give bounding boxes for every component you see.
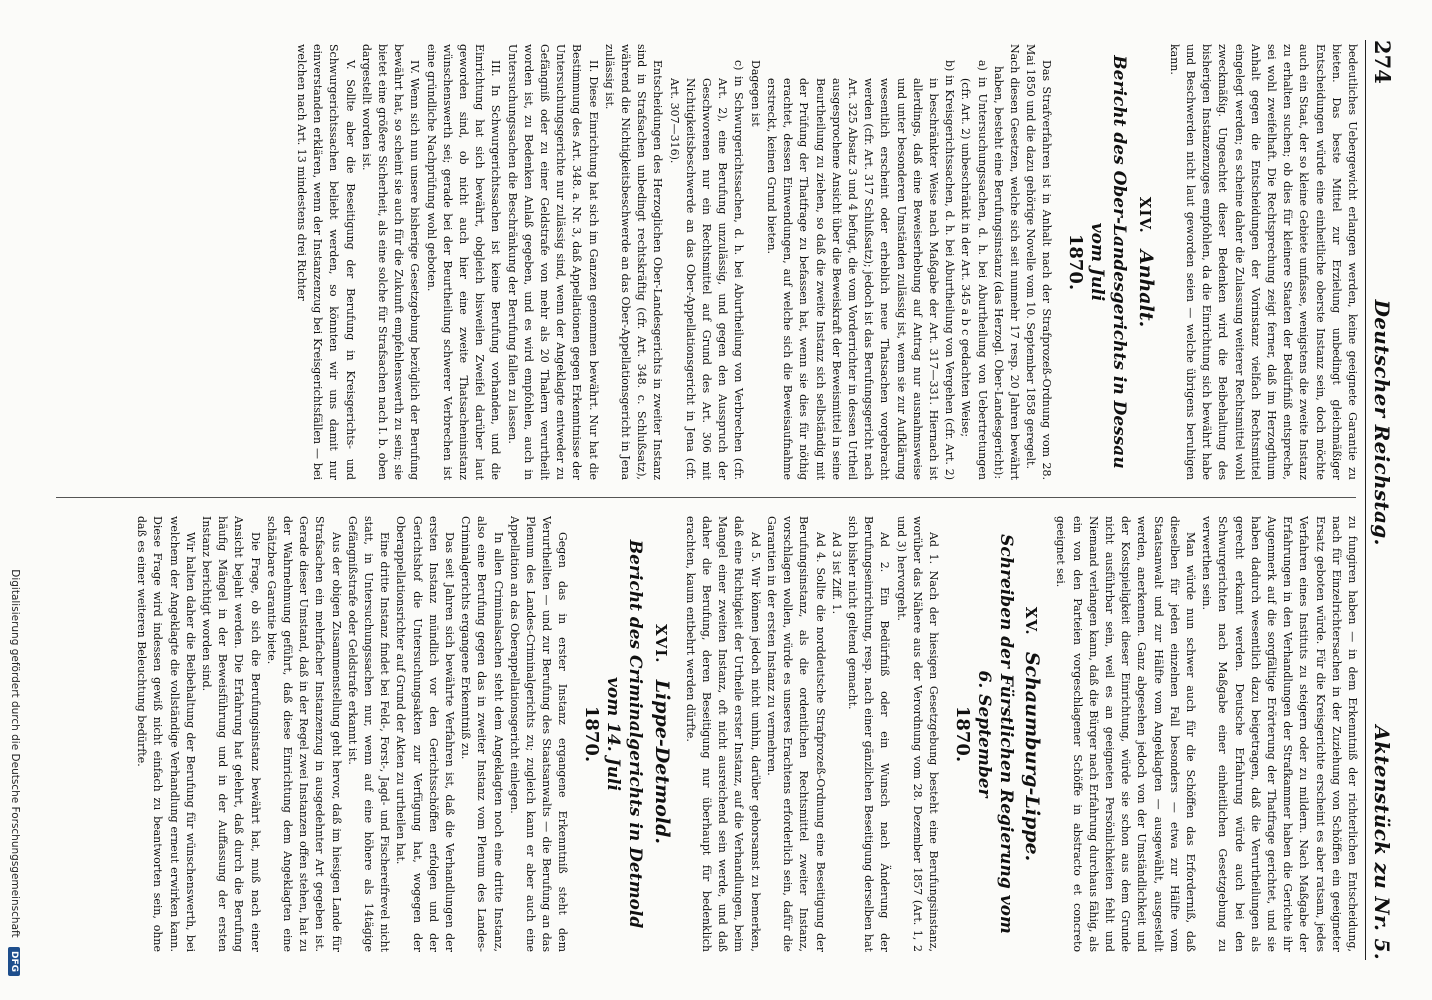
section-title-xvi: [580, 524, 646, 944]
ad-item-1: Ad 1. Nach der hiesigen Gesetzgebung besteht eine Berufungsinstanz, worüber das Nähere aus der Verordnung vom 28. Dezember 1857 (Art. 1, 2 und 3) hervorgeht.: [894, 516, 940, 952]
paragraph: Aus der obigen Zusammenstellung geht hervor, daß im hiesigen Lande für Strafsachen ein mehrfacher Instanzenzug in ausgedehnter Art gegeben ist. Gerade dieser Umstand, daß in der Regel zwei Instanzen offen stehen, hat zu der Wahrnehmung geführt, daß diese Einrichtung dem Angeklagten eine schätzbare Garantie biete.: [264, 516, 343, 952]
section-number: XVI.: [651, 623, 670, 664]
section-title-text: Bericht des Ober-Landesgerichts in Dessau vom Juli: [1087, 55, 1130, 469]
paragraph: In allen Criminalsachen steht dem Angeklagten noch eine dritte Instanz, also eine Berufung gegen das in zweiter Instanz vom Plenum des Landes-Criminalgerichts ergangene Erkenntniß zu.: [459, 516, 505, 952]
digitization-credit: [8, 0, 21, 1000]
list-item-a: a) in Untersuchungssachen, d. h. bei Aburtheilung von Uebertretungen (cfr. Art. 2) unbeschränkt in der Art. 345 a b c gedachten Weise;: [959, 60, 989, 480]
paragraph: Wir halten daher die Beibehaltung der Berufung für wünschenswerth, bei welchem der Angeklagte die vollständige Verhandlung erneut erwirken kann. Diese Frage wird indessen gewiß nicht einfach zu beantworten sein, ohne daß es einer weiteren Beleuchtung bedürfte.: [135, 516, 197, 952]
section-name: Lippe-Detmold.: [650, 679, 673, 845]
paragraph: Gegen das in erster Instanz ergangene Erkenntniß steht dem Verurtheilten — und zur Berufung des Staatsanwalts — die Berufung an das Plenum des Landes-Criminalgerichts zu; zugleich kann er aber auch eine Appellation an das Oberappellationsgericht einlegen.: [507, 516, 570, 952]
list-item-iv: IV. Wenn sich nun unsere bisherige Gesetzgebung bezüglich der Berufung bewährt hat, so scheint sie auch für die Zukunft empfehlenswerth zu sein; sie bietet eine größere Sicherheit, als eine solche für Strafsachen nach I. b. oben dargestellt worden ist.: [359, 44, 422, 480]
section-heading-xvi: [650, 516, 673, 952]
section-heading-xv: [1021, 516, 1044, 952]
right-column: [30, 516, 1360, 952]
section-number: XV.: [1022, 606, 1041, 636]
intro-paragraph: bedeutliches Uebergewicht erlangen werden, keine geeignete Garantie zu bieten. Das beste Mittel zur Erzielung unbedingt gleichmäßiger Entscheidungen würde eine einheitliche oberste Instanz sein, doch möchte auch ein Staat, der so kleine Gebiete umfasse, wenigstens die zweite Instanz zu erhalten suchen; ob dies für kleinere Staaten der Bedürfniß entspreche, sei wohl zweifelhaft. Die Rechtsprechung zeigt ferner, daß im Herzogthum Anhalt gegen die Entscheidungen der Vorinstanz vielfach Rechtsmittel eingelegt werden; es scheine daher die Zulassung weiterer Rechtsmittel wohl zweckmäßig. Ungeachtet dieser Bedenken wird die Beibehaltung des bisherigen Instanzenzuges empfohlen, da die Einrichtung sich bewährt habe und Beschwerden nicht laut geworden seien — welche übrigens beruhigen kann.: [1167, 44, 1359, 480]
dfg-logo: DFG: [8, 947, 20, 976]
paragraph: zu fungiren haben — in dem Erkenntniß der richterlichen Entscheidung, nach für Einzelrichtersachen in der Zuziehung von Schöffen ein geeigneter Ersatz geboten würde. Für die Kreisgerichte erscheint es aber ratsam, jedes Verfahren eines Instituts zu steigern oder zu mildern. Nach Maßgabe der Erfahrungen in den Verhandlungen der Strafkammer haben die Gerichte ihr Augenmerk auf die sorgfältige Erörterung der Thatfrage gerichtet, und sie haben dadurch wesentlich dazu beigetragen, daß die Verurtheilungen als gerecht erkannt werden. Deutsche Erfahrung würde auch bei den Schwurgerichten nach Maßgabe einer einheitlichen Gesetzgebung zu verwerthen sein.: [1200, 516, 1359, 952]
section-year: 1870.: [951, 705, 973, 763]
paragraph: Eine dritte Instanz findet bei Feld-, Forst-, Jagd- und Fischereifrevel nicht statt, in Untersuchungssachen nur, wenn auf eine höhere als 14tägige Gefängnißstrafe oder Geldstrafe erkannt ist.: [345, 516, 392, 952]
left-column: [30, 44, 1360, 480]
ad-item-2: Ad 2. Ein Bedürfniß oder ein Wunsch nach Änderung der Berufungseinrichtung, resp. nach einer gänzlichen Beseitigung derselben hat sich bisher nicht geltend gemacht.: [845, 516, 892, 952]
running-head: [1365, 40, 1418, 960]
list-item-v: V. Sollte aber die Beseitigung der Berufung in Kreisgerichts- und Schwurgerichtssachen beliebt werden, so könnten wir uns damit nur einverstanden erklären, wenn der Instanzenzug bei Kreisgerichtsfällen — bei welchen nach Art. 13 mindestens drei Richter: [295, 44, 357, 480]
paragraph: Das seit Jahren sich bewährte Verfahren ist, daß die Verhandlungen der ersten Instanz mündlich vor den Gerichtsschöffen erfolgen und der Gerichtshof die Untersuchungsakten zur Verfügung hat, wogegen der Oberappellationsrichter auf Grund der Akten zu urtheilen hat.: [394, 516, 457, 952]
list-item-b: b) in Kreisgerichtssachen, d. h. bei Aburtheilung von Vergehen (cfr. Art. 2) in beschränkter Weise nach Maßgabe der Art. 317—331. Hiernach ist allerdings, daß eine Beweiserhebung auf Antrag nur ausnahmsweise und unter besonderen Umständen zulässig ist, wenn sie zur Aufklärung wesentlich erscheint oder erheblich neue Thatsachen vorgebracht werden (cfr. Art. 317 Schlußsatz); jedoch ist das Berufungsgericht nach Art. 325 Absatz 3 und 4 befugt, die vom Vorderrichter in dessen Urtheil ausgesprochene Ansicht über die Beweiskraft der Beweismittel in seine Beurtheilung zu ziehen, so daß die zweite Instanz sich selbständig mit der Prüfung der Thatfrage zu befassen hat, wenn sie dies für nöthig erachtet, dessen Einwendungen, auf welche sich die Beweisaufnahme erstreckt, keinen Grund bieten.: [764, 60, 957, 480]
section-title-xv: [951, 524, 1017, 944]
paragraph: Die Frage, ob sich die Berufungsinstanz bewährt hat, muß nach einer Ansicht bejaht werden. Die Erfahrung hat gelehrt, daß durch die Berufung häufig Mängel in der Beweisführung und in der Auffassung der ersten Instanz berichtigt worden sind.: [200, 516, 262, 952]
column-divider: [56, 497, 1356, 498]
section-title-text: Bericht des Criminalgerichts in Detmold vom 14. Juli: [603, 539, 646, 929]
section-name: Anhalt.: [1134, 249, 1157, 328]
paragraph: Man würde nun schwer auch für die Schöffen das Erforderniß, daß dieselben für jeden einzelnen Fall besonders — etwa zur Hälfte vom Staatsanwalt und zur Hälfte vom Angeklagten — ausgewählt, ausgestellt werden, anerkennen. Ganz abgesehen jedoch von der Umständlichkeit und der Kostspieligkeit dieser Einrichtung, würde sie schon aus dem Grunde nicht ausführbar sein, weil es an geeigneten Persönlichkeiten fehlt und Niemand verlangen kann, daß die Bürger nach Erfahrung durchaus fähig, als ein von den Parteien vorgeschlagener Schöffe in abstracto et concreto geeignet sei.: [1054, 516, 1197, 952]
list-item-c: c) in Schwurgerichtssachen, d. h. bei Aburtheilung von Verbrechen (cfr. Art. 2), eine Berufung unzulässig, und gegen den Ausspruch der Geschworenen nur ein Rechtsmittel auf Grund des Art. 306 mit Nichtigkeitsbeschwerde an das Ober-Appellationsgericht in Jena (cfr. Art. 307—316).: [667, 60, 746, 480]
list-item-iii: III. In Schwurgerichtssachen ist keine Berufung vorhanden, und die Einrichtung hat sich bewährt, obgleich bisweilen Zweifel darüber laut geworden sind, ob nicht auch hier eine zweite Thatsacheninstanz wünschenswerth sei; gerade bei der Beurtheilung schwerer Verbrechen ist eine gründliche Nachprüfung wohl geboten.: [424, 44, 503, 480]
list-item-ii: II. Diese Einrichtung hat sich im Ganzen genommen bewährt. Nur hat die Bestimmung des Art. 348. a. Nr. 3, daß Appellationen gegen Erkenntnisse der Untersuchungsgerichte nur zulässig sind, wenn der Angeklagte entweder zu Gefängniß oder zu einer Geldstrafe von mehr als 20 Thalern verurtheilt worden ist, zu Bedenken Anlaß gegeben, und es wird empfohlen, auch in Untersuchungssachen die Beschränkung der Berufung fallen zu lassen.: [505, 44, 600, 480]
section-name: Schaumburg-Lippe.: [1021, 651, 1044, 862]
credit-text: Digitalisierung gefördert durch die Deutsche Forschungsgemeinschaft: [9, 569, 21, 938]
section-heading-xiv: [1134, 44, 1157, 480]
section-year: 1870.: [581, 705, 603, 763]
ad-item-5: Ad 5. Wir können jedoch nicht umhin, darüber gehorsamst zu bemerken, daß eine Richtigkeit der Urtheile erster Instanz, auf die Verhandlungen, beim Mangel einer zweiten Instanz, oft nicht ausreichend sein werde, und daß daher die Berufung, deren Beseitigung nur überhaupt für bedenklich erachten, kaum entbehrt werden dürfte.: [683, 516, 762, 952]
running-title-left: Deutscher Reichstag.: [1370, 299, 1394, 546]
ad-item-3: Ad 3 ist Ziff. 1.: [829, 532, 843, 615]
page-number: 274: [1370, 40, 1395, 84]
paragraph: Dagegen ist: [748, 60, 762, 127]
paragraph: Das Strafverfahren ist in Anhalt nach der Strafprozeß-Ordnung vom 28. Mai 1850 und die dazu gehörige Novelle vom 10. September 1858 geregelt.: [1024, 44, 1054, 480]
section-number: XIV.: [1135, 196, 1154, 234]
paragraph: Entscheidungen des Herzoglichen Ober-Landesgerichts in zweiter Instanz sind in Strafsachen unbedingt rechtskräftig (cfr. Art. 348. c. Schlußsatz), während die Nichtigkeitsbeschwerde an das Ober-Appellationsgericht in Jena zulässig ist.: [602, 44, 665, 480]
section-year: 1870.: [1065, 233, 1087, 291]
section-title-text: Schreiben der Fürstlichen Regierung vom 6. September: [973, 534, 1016, 934]
section-title-xiv: [1064, 52, 1130, 472]
list-item-i: Nach diesen Gesetzen, welche sich seit nunmehr 17 resp. 20 Jahren bewährt haben, besteht eine Berufungsinstanz (das Herzogl. Ober-Landesgericht):: [991, 44, 1021, 480]
running-title-right: Aktenstück zu Nr. 5.: [1370, 725, 1394, 960]
ad-item-4: Ad 4. Sollte die norddeutsche Strafprozeß-Ordnung eine Beseitigung der Berufungsinstanz, als die ordentlichen Rechtsmittel zweiter Instanz, vorschlagen wollen, würde es unseres Erachtens erforderlich sein, dafür die Garantien in der ersten Instanz zu vermehren.: [764, 516, 827, 952]
